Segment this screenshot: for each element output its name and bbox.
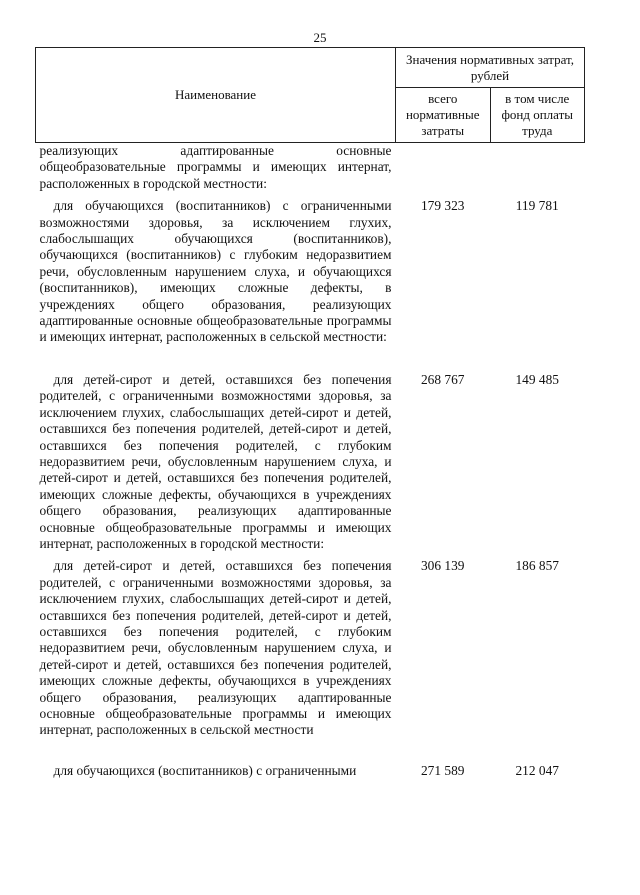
- table-row: [36, 143, 585, 193]
- row-text: для детей-сирот и детей, оставшихся без попечения родителей, с ограниченными возможностями здоровья, за исключением глухих, слабослышащих детей-сирот и детей, оставшихся без попечения родителей, детей-сирот и детей, оставшихся без попечения родителей, с глубоким недоразвитием речи, обусловленным нарушением слуха, и детей-сирот и детей, оставшихся без попечения родителей, имеющих сложные дефекты, обучающихся в учреждениях общего образования, реализующих адаптированные основные общеобразовательные программы и имеющих интернат, расположенных в городской местности:: [39, 371, 392, 551]
- row-fund: 212 047: [515, 762, 560, 778]
- table-row: [36, 346, 585, 552]
- page-number: 25: [313, 30, 327, 45]
- row-text: для обучающихся (воспитанников) с ограниченными возможностями здоровья, за исключением глухих, слабослышащих обучающихся (воспитанников), обучающихся (воспитанников) с глубоким недоразвитием речи, обусловленным нарушением слуха, и обучающихся (воспитанников), имеющих сложные дефекты, в учреждениях общего образования, реализующих адаптированные основные общеобразовательные программы и имеющих интернат, расположенных в сельской местности:: [39, 198, 392, 345]
- table-row: [36, 192, 585, 346]
- row-total: [396, 143, 491, 193]
- header-total: всего нормативные затраты: [396, 88, 491, 143]
- row-text: для детей-сирот и детей, оставшихся без попечения родителей, с ограниченными возможностями здоровья, за исключением глухих, слабослышащих детей-сирот и детей, оставшихся без попечения родителей, детей-сирот и детей, оставшихся без попечения родителей, с глубоким недоразвитием речи, обусловленным нарушением слуха, и детей-сирот и детей, оставшихся без попечения родителей, имеющих сложные дефекты, обучающихся в учреждениях общего образования, реализующих адаптированные основные общеобразовательные программы и имеющих интернат, расположенных в сельской местности: [39, 558, 392, 738]
- row-total: 268 767: [420, 371, 465, 387]
- table-row: [36, 552, 585, 738]
- header-values-title: Значения нормативных затрат, рублей: [396, 48, 585, 88]
- row-total: 179 323: [420, 198, 465, 214]
- row-fund: 119 781: [515, 198, 559, 214]
- cost-table: [35, 47, 585, 779]
- row-text: реализующих адаптированные основные общеобразовательные программы и имеющих интернат, расположенных в городской местности:: [39, 143, 392, 191]
- header-fund: в том числе фонд оплаты труда: [490, 88, 585, 143]
- table-row: [36, 739, 585, 779]
- header-name: Наименование: [36, 48, 396, 143]
- row-text: для обучающихся (воспитанников) с ограниченными: [53, 762, 357, 778]
- row-fund: 186 857: [515, 558, 560, 574]
- row-fund: 149 485: [515, 371, 560, 387]
- row-fund: [490, 143, 585, 193]
- row-total: 306 139: [420, 558, 465, 574]
- row-total: 271 589: [420, 762, 465, 778]
